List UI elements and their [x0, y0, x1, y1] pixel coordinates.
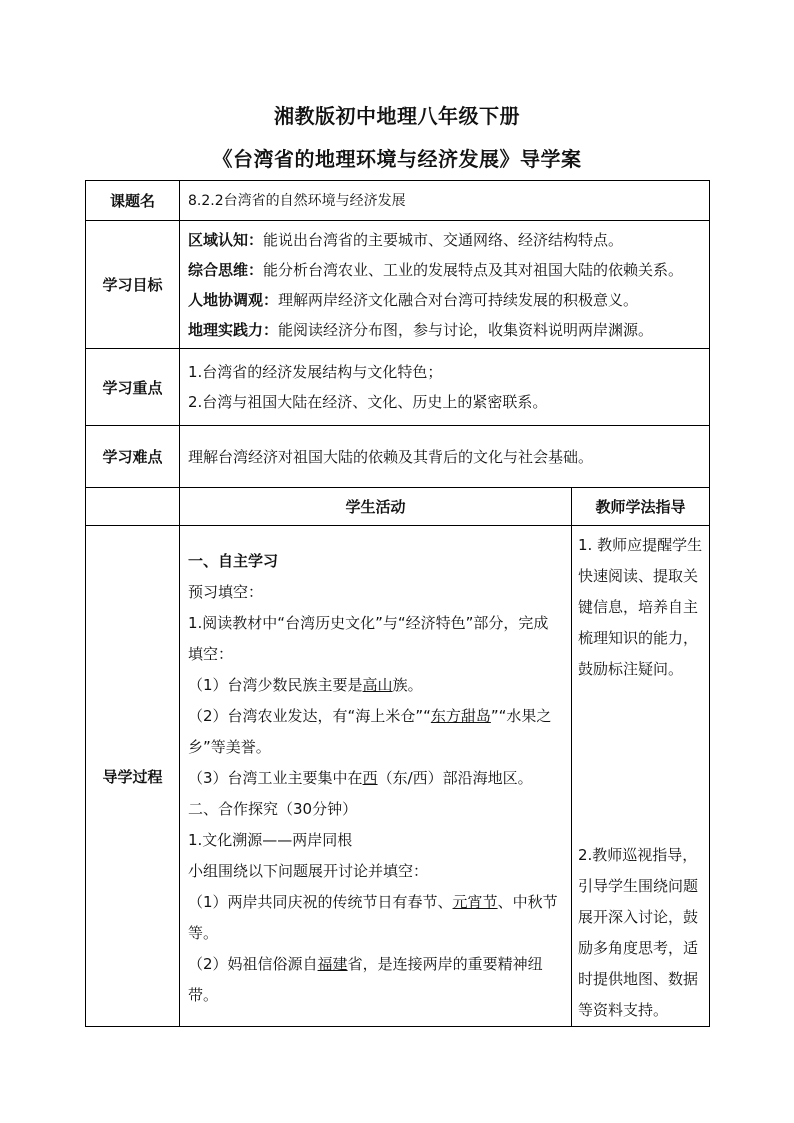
header-teacher-guidance: 教师学法指导: [572, 488, 710, 526]
question-text: （1）两岸共同庆祝的传统节日有春节、: [188, 893, 453, 911]
goals-list: [180, 221, 710, 349]
goal-item: [188, 255, 709, 285]
teacher-guidance-cell: [572, 526, 710, 1027]
question-text: （2）台湾农业发达，有“海上米仓”“: [188, 707, 431, 725]
goal-key: 地理实践力：: [188, 320, 279, 339]
goal-text: 理解两岸经济文化融合对台湾可持续发展的积极意义。: [278, 290, 639, 309]
student-activity-cell: [180, 526, 572, 1027]
goal-item: [188, 225, 709, 255]
answer-blank: 东方甜岛: [430, 707, 491, 725]
subsection-heading: 1.文化溯源——两岸同根: [188, 831, 353, 849]
label-difficulty: 学习难点: [86, 426, 180, 488]
goal-text: 能分析台湾农业、工业的发展特点及其对祖国大陆的依赖关系。: [263, 260, 684, 279]
teacher-note: 2.教师巡视指导，引导学生围绕问题展开深入讨论，鼓励多角度思考，适时提供地图、数据等资料支持。: [578, 846, 699, 1019]
row-topic: [86, 181, 710, 221]
label-topic: 课题名: [86, 181, 180, 221]
question-text: （3）台湾工业主要集中在: [188, 769, 363, 787]
topic-value: 8.2.2台湾省的自然环境与经济发展: [180, 181, 710, 221]
goal-text: 能说出台湾省的主要城市、交通网络、经济结构特点。: [263, 230, 624, 249]
goal-key: 区域认知：: [188, 230, 264, 249]
goal-item: [188, 285, 709, 315]
label-key-points: 学习重点: [86, 349, 180, 426]
header-student-activity: 学生活动: [180, 488, 572, 526]
question-text: 族。: [392, 676, 423, 694]
preview-label: 预习填空：: [188, 583, 264, 601]
question-item: [188, 763, 563, 794]
question-item: [188, 670, 563, 701]
question-text: 、中秋节等。: [188, 893, 558, 942]
answer-blank: 西: [362, 769, 378, 787]
question-text: （1）台湾少数民族主要是: [188, 676, 363, 694]
question-intro: 小组围绕以下问题展开讨论并填空：: [188, 862, 429, 880]
teacher-note: 1. 教师应提醒学生快速阅读、提取关键信息，培养自主梳理知识的能力，鼓励标注疑问。: [578, 536, 703, 678]
label-process: 导学过程: [86, 526, 180, 1027]
document-title: 湘教版初中地理八年级下册: [274, 104, 520, 128]
question-intro: 1.阅读教材中“台湾历史文化”与“经济特色”部分，完成填空：: [188, 614, 549, 663]
row-column-headers: [86, 488, 710, 526]
answer-blank: 高山: [362, 676, 393, 694]
question-text: ”“水果之乡”等美誉。: [188, 707, 552, 756]
question-item: [188, 949, 563, 1011]
goal-text: 能阅读经济分布图，参与讨论，收集资料说明两岸渊源。: [278, 320, 654, 339]
goal-key: 人地协调观：: [188, 290, 279, 309]
row-process: [86, 526, 710, 1027]
answer-blank: 福建: [317, 955, 348, 973]
row-difficulty: [86, 426, 710, 488]
row-key-points: [86, 349, 710, 426]
document-subtitle: 《台湾省的地理环境与经济发展》导学案: [212, 147, 582, 171]
key-point-item: 2.台湾与祖国大陆在经济、文化、历史上的紧密联系。: [188, 393, 548, 411]
question-text: （2）妈祖信俗源自: [188, 955, 318, 973]
difficulty-value: 理解台湾经济对祖国大陆的依赖及其背后的文化与社会基础。: [180, 426, 710, 488]
question-item: [188, 887, 563, 949]
goal-key: 综合思维：: [188, 260, 264, 279]
study-guide-table: [85, 180, 710, 1027]
answer-blank: 元宵节: [452, 893, 498, 911]
question-text: 省，是连接两岸的重要精神纽带。: [188, 955, 543, 1004]
row-goals: [86, 221, 710, 349]
question-text: （东/西）部沿海地区。: [377, 769, 533, 787]
goal-item: [188, 315, 709, 345]
label-goals: 学习目标: [86, 221, 180, 349]
key-point-item: 1.台湾省的经济发展结构与文化特色；: [188, 363, 443, 381]
question-item: [188, 701, 563, 763]
empty-cell: [86, 488, 180, 526]
section-heading: 一、自主学习: [188, 552, 279, 570]
section-heading: 二、合作探究（30分钟）: [188, 800, 358, 818]
key-points-list: [180, 349, 710, 426]
